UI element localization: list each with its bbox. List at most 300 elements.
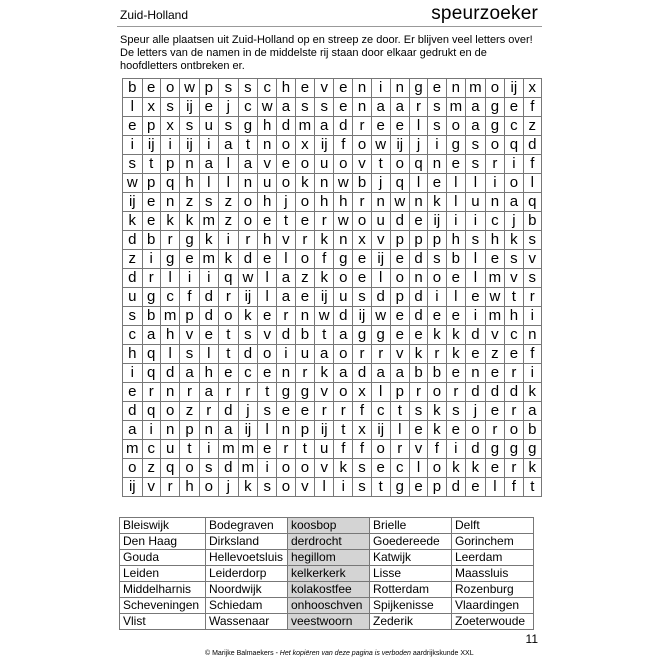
grid-cell[interactable]: e (295, 212, 315, 231)
grid-cell[interactable]: l (409, 117, 427, 136)
grid-cell[interactable]: x (295, 136, 315, 155)
grid-cell[interactable]: n (523, 326, 541, 345)
grid-cell[interactable]: a (371, 98, 390, 117)
grid-cell[interactable]: e (446, 269, 466, 288)
grid-cell[interactable]: h (258, 193, 277, 212)
grid-cell[interactable]: z (180, 193, 199, 212)
grid-cell[interactable]: e (258, 212, 277, 231)
grid-cell[interactable]: s (238, 79, 258, 98)
grid-cell[interactable]: d (446, 478, 466, 497)
grid-cell[interactable]: d (277, 117, 295, 136)
grid-cell[interactable]: x (353, 383, 371, 402)
grid-cell[interactable]: j (409, 136, 427, 155)
grid-cell[interactable]: i (371, 79, 390, 98)
grid-cell[interactable]: q (160, 459, 180, 478)
grid-cell[interactable]: r (505, 459, 523, 478)
grid-cell[interactable]: l (160, 269, 180, 288)
grid-cell[interactable]: ij (371, 250, 390, 269)
grid-cell[interactable]: k (160, 212, 180, 231)
grid-cell[interactable]: m (199, 250, 219, 269)
grid-cell[interactable]: v (485, 326, 505, 345)
grid-cell[interactable]: j (238, 402, 258, 421)
grid-cell[interactable]: s (180, 345, 199, 364)
grid-cell[interactable]: d (409, 307, 427, 326)
grid-cell[interactable]: r (409, 98, 427, 117)
grid-cell[interactable]: m (123, 440, 143, 459)
grid-cell[interactable]: h (258, 117, 277, 136)
grid-cell[interactable]: f (353, 402, 371, 421)
grid-cell[interactable]: e (409, 326, 427, 345)
grid-cell[interactable]: j (277, 193, 295, 212)
grid-cell[interactable]: r (428, 345, 446, 364)
grid-cell[interactable]: i (334, 478, 353, 497)
grid-cell[interactable]: j (219, 478, 239, 497)
grid-cell[interactable]: p (428, 478, 446, 497)
grid-cell[interactable]: r (409, 383, 427, 402)
grid-cell[interactable]: g (142, 288, 160, 307)
grid-cell[interactable]: r (199, 402, 219, 421)
grid-cell[interactable]: t (315, 326, 334, 345)
grid-cell[interactable]: r (238, 383, 258, 402)
grid-cell[interactable]: s (160, 98, 180, 117)
grid-cell[interactable]: w (334, 174, 353, 193)
grid-cell[interactable]: d (334, 307, 353, 326)
grid-cell[interactable]: e (390, 117, 409, 136)
grid-cell[interactable]: o (446, 117, 466, 136)
grid-cell[interactable]: t (371, 155, 390, 174)
grid-cell[interactable]: w (371, 307, 390, 326)
grid-cell[interactable]: n (258, 136, 277, 155)
grid-cell[interactable]: k (523, 459, 541, 478)
grid-cell[interactable]: d (199, 288, 219, 307)
grid-cell[interactable]: s (353, 459, 371, 478)
grid-cell[interactable]: g (334, 250, 353, 269)
grid-cell[interactable]: k (446, 345, 466, 364)
grid-cell[interactable]: i (523, 364, 541, 383)
grid-cell[interactable]: l (485, 478, 505, 497)
grid-cell[interactable]: h (180, 174, 199, 193)
grid-cell[interactable]: e (446, 421, 466, 440)
grid-cell[interactable]: z (523, 117, 541, 136)
grid-cell[interactable]: s (258, 402, 277, 421)
grid-cell[interactable]: k (523, 383, 541, 402)
grid-cell[interactable]: e (409, 478, 427, 497)
grid-cell[interactable]: o (334, 269, 353, 288)
grid-cell[interactable]: h (505, 307, 523, 326)
grid-cell[interactable]: l (371, 383, 390, 402)
grid-cell[interactable]: o (428, 459, 446, 478)
grid-cell[interactable]: k (505, 231, 523, 250)
grid-cell[interactable]: v (315, 79, 334, 98)
grid-cell[interactable]: t (277, 212, 295, 231)
grid-cell[interactable]: r (277, 440, 295, 459)
grid-cell[interactable]: k (199, 231, 219, 250)
grid-cell[interactable]: d (123, 231, 143, 250)
grid-cell[interactable]: k (446, 326, 466, 345)
grid-cell[interactable]: k (428, 326, 446, 345)
grid-cell[interactable]: k (315, 231, 334, 250)
grid-cell[interactable]: h (446, 231, 466, 250)
grid-cell[interactable]: i (446, 440, 466, 459)
grid-cell[interactable]: a (466, 117, 486, 136)
grid-cell[interactable]: d (371, 288, 390, 307)
grid-cell[interactable]: i (199, 440, 219, 459)
grid-cell[interactable]: x (142, 98, 160, 117)
grid-cell[interactable]: p (180, 307, 199, 326)
grid-cell[interactable]: g (353, 326, 371, 345)
grid-cell[interactable]: u (295, 345, 315, 364)
grid-cell[interactable]: r (315, 212, 334, 231)
grid-cell[interactable]: i (258, 459, 277, 478)
grid-cell[interactable]: s (199, 193, 219, 212)
grid-cell[interactable]: e (142, 212, 160, 231)
grid-cell[interactable]: d (409, 250, 427, 269)
grid-cell[interactable]: s (466, 136, 486, 155)
grid-cell[interactable]: c (142, 440, 160, 459)
grid-cell[interactable]: g (446, 136, 466, 155)
grid-cell[interactable]: o (219, 307, 239, 326)
grid-cell[interactable]: v (258, 155, 277, 174)
grid-cell[interactable]: s (295, 98, 315, 117)
grid-cell[interactable]: r (315, 402, 334, 421)
grid-cell[interactable]: v (258, 326, 277, 345)
grid-cell[interactable]: o (295, 250, 315, 269)
grid-cell[interactable]: u (334, 288, 353, 307)
grid-cell[interactable]: z (123, 250, 143, 269)
grid-cell[interactable]: ij (180, 136, 199, 155)
grid-cell[interactable]: v (371, 231, 390, 250)
grid-cell[interactable]: t (295, 440, 315, 459)
grid-cell[interactable]: s (353, 288, 371, 307)
grid-cell[interactable]: n (334, 231, 353, 250)
grid-cell[interactable]: e (446, 307, 466, 326)
grid-cell[interactable]: n (371, 193, 390, 212)
grid-cell[interactable]: d (238, 250, 258, 269)
grid-cell[interactable]: a (334, 364, 353, 383)
grid-cell[interactable]: d (485, 383, 505, 402)
grid-cell[interactable]: m (238, 440, 258, 459)
grid-cell[interactable]: e (409, 212, 427, 231)
grid-cell[interactable]: h (258, 231, 277, 250)
grid-cell[interactable]: o (485, 136, 505, 155)
grid-cell[interactable]: n (199, 421, 219, 440)
grid-cell[interactable]: e (428, 79, 446, 98)
grid-cell[interactable]: s (315, 98, 334, 117)
grid-cell[interactable]: a (199, 383, 219, 402)
grid-cell[interactable]: r (160, 231, 180, 250)
grid-cell[interactable]: e (446, 155, 466, 174)
grid-cell[interactable]: o (334, 345, 353, 364)
grid-cell[interactable]: n (353, 98, 371, 117)
grid-cell[interactable]: o (485, 79, 505, 98)
grid-cell[interactable]: e (353, 250, 371, 269)
grid-cell[interactable]: l (466, 269, 486, 288)
grid-cell[interactable]: m (160, 307, 180, 326)
grid-cell[interactable]: ij (123, 193, 143, 212)
grid-cell[interactable]: d (466, 440, 486, 459)
grid-cell[interactable]: p (180, 421, 199, 440)
grid-cell[interactable]: n (238, 174, 258, 193)
grid-cell[interactable]: l (446, 193, 466, 212)
grid-cell[interactable]: q (505, 136, 523, 155)
grid-cell[interactable]: e (142, 79, 160, 98)
grid-cell[interactable]: r (485, 421, 505, 440)
grid-cell[interactable]: s (523, 231, 541, 250)
grid-cell[interactable]: a (371, 364, 390, 383)
grid-cell[interactable]: g (160, 250, 180, 269)
grid-cell[interactable]: s (428, 250, 446, 269)
grid-cell[interactable]: l (277, 250, 295, 269)
grid-cell[interactable]: o (277, 174, 295, 193)
grid-cell[interactable]: e (466, 288, 486, 307)
grid-cell[interactable]: e (409, 421, 427, 440)
grid-cell[interactable]: l (446, 288, 466, 307)
grid-cell[interactable]: k (219, 250, 239, 269)
grid-cell[interactable]: s (523, 269, 541, 288)
grid-cell[interactable]: ij (315, 136, 334, 155)
grid-cell[interactable]: o (238, 212, 258, 231)
grid-cell[interactable]: v (277, 231, 295, 250)
grid-cell[interactable]: o (295, 193, 315, 212)
grid-cell[interactable]: o (390, 269, 409, 288)
grid-cell[interactable]: n (160, 421, 180, 440)
grid-cell[interactable]: o (123, 459, 143, 478)
grid-cell[interactable]: k (446, 459, 466, 478)
grid-cell[interactable]: q (219, 269, 239, 288)
grid-cell[interactable]: e (199, 98, 219, 117)
grid-cell[interactable]: ij (505, 79, 523, 98)
grid-cell[interactable]: d (123, 269, 143, 288)
grid-cell[interactable]: c (238, 364, 258, 383)
grid-cell[interactable]: s (199, 459, 219, 478)
grid-cell[interactable]: c (160, 288, 180, 307)
grid-cell[interactable]: e (277, 402, 295, 421)
grid-cell[interactable]: e (334, 79, 353, 98)
grid-cell[interactable]: n (409, 269, 427, 288)
grid-cell[interactable]: ij (390, 136, 409, 155)
grid-cell[interactable]: m (238, 459, 258, 478)
grid-cell[interactable]: n (353, 79, 371, 98)
grid-cell[interactable]: ij (371, 421, 390, 440)
grid-cell[interactable]: d (277, 326, 295, 345)
grid-cell[interactable]: g (295, 383, 315, 402)
grid-cell[interactable]: t (219, 326, 239, 345)
grid-cell[interactable]: ij (315, 288, 334, 307)
grid-cell[interactable]: s (238, 326, 258, 345)
grid-cell[interactable]: i (466, 212, 486, 231)
grid-cell[interactable]: a (390, 364, 409, 383)
grid-cell[interactable]: p (390, 383, 409, 402)
grid-cell[interactable]: u (315, 440, 334, 459)
grid-cell[interactable]: e (295, 288, 315, 307)
grid-cell[interactable]: d (199, 307, 219, 326)
grid-cell[interactable]: r (446, 383, 466, 402)
grid-cell[interactable]: e (334, 98, 353, 117)
grid-cell[interactable]: l (371, 269, 390, 288)
grid-cell[interactable]: n (466, 364, 486, 383)
grid-cell[interactable]: k (428, 193, 446, 212)
grid-cell[interactable]: z (219, 193, 239, 212)
grid-cell[interactable]: s (409, 402, 427, 421)
grid-cell[interactable]: e (466, 478, 486, 497)
grid-cell[interactable]: l (409, 459, 427, 478)
grid-cell[interactable]: f (334, 440, 353, 459)
grid-cell[interactable]: g (238, 117, 258, 136)
grid-cell[interactable]: o (199, 478, 219, 497)
grid-cell[interactable]: v (315, 383, 334, 402)
grid-cell[interactable]: d (466, 383, 486, 402)
grid-cell[interactable]: s (123, 155, 143, 174)
grid-cell[interactable]: ij (142, 136, 160, 155)
grid-cell[interactable]: w (180, 79, 199, 98)
grid-cell[interactable]: h (160, 326, 180, 345)
grid-cell[interactable]: a (390, 98, 409, 117)
grid-cell[interactable]: p (390, 231, 409, 250)
grid-cell[interactable]: a (219, 136, 239, 155)
grid-cell[interactable]: e (180, 250, 199, 269)
grid-cell[interactable]: a (277, 269, 295, 288)
grid-cell[interactable]: b (142, 231, 160, 250)
grid-cell[interactable]: i (446, 212, 466, 231)
grid-cell[interactable]: i (505, 155, 523, 174)
grid-cell[interactable]: l (199, 345, 219, 364)
grid-cell[interactable]: e (295, 79, 315, 98)
grid-cell[interactable]: r (219, 383, 239, 402)
grid-cell[interactable]: e (505, 98, 523, 117)
grid-cell[interactable]: ij (180, 98, 199, 117)
grid-cell[interactable]: n (428, 155, 446, 174)
grid-cell[interactable]: k (466, 459, 486, 478)
grid-cell[interactable]: p (160, 155, 180, 174)
grid-cell[interactable]: d (219, 402, 239, 421)
grid-cell[interactable]: j (505, 212, 523, 231)
grid-cell[interactable]: s (466, 231, 486, 250)
grid-cell[interactable]: t (142, 155, 160, 174)
grid-cell[interactable]: t (371, 478, 390, 497)
grid-cell[interactable]: w (315, 307, 334, 326)
grid-cell[interactable]: b (409, 364, 427, 383)
grid-cell[interactable]: f (315, 250, 334, 269)
grid-cell[interactable]: d (123, 402, 143, 421)
grid-cell[interactable]: u (315, 155, 334, 174)
grid-cell[interactable]: e (428, 307, 446, 326)
grid-cell[interactable]: o (428, 383, 446, 402)
grid-cell[interactable]: h (180, 478, 199, 497)
grid-cell[interactable]: g (523, 440, 541, 459)
grid-cell[interactable]: q (390, 174, 409, 193)
grid-cell[interactable]: a (277, 98, 295, 117)
grid-cell[interactable]: v (505, 269, 523, 288)
grid-cell[interactable]: e (219, 364, 239, 383)
grid-cell[interactable]: g (180, 231, 199, 250)
grid-cell[interactable]: h (485, 231, 505, 250)
grid-cell[interactable]: e (277, 155, 295, 174)
grid-cell[interactable]: l (446, 174, 466, 193)
grid-cell[interactable]: a (315, 345, 334, 364)
grid-cell[interactable]: g (505, 440, 523, 459)
grid-cell[interactable]: q (142, 364, 160, 383)
grid-cell[interactable]: t (523, 478, 541, 497)
grid-cell[interactable]: i (142, 421, 160, 440)
grid-cell[interactable]: u (466, 193, 486, 212)
grid-cell[interactable]: i (466, 307, 486, 326)
grid-cell[interactable]: h (277, 79, 295, 98)
grid-cell[interactable]: b (123, 79, 143, 98)
grid-cell[interactable]: n (160, 193, 180, 212)
grid-cell[interactable]: o (334, 383, 353, 402)
grid-cell[interactable]: t (334, 421, 353, 440)
grid-cell[interactable]: l (258, 288, 277, 307)
grid-cell[interactable]: v (353, 155, 371, 174)
grid-cell[interactable]: e (485, 459, 505, 478)
grid-cell[interactable]: e (123, 117, 143, 136)
grid-cell[interactable]: s (466, 155, 486, 174)
grid-cell[interactable]: a (238, 155, 258, 174)
grid-cell[interactable]: ij (428, 212, 446, 231)
grid-cell[interactable]: r (353, 345, 371, 364)
grid-cell[interactable]: e (390, 326, 409, 345)
grid-cell[interactable]: i (199, 136, 219, 155)
grid-cell[interactable]: c (390, 459, 409, 478)
grid-cell[interactable]: t (180, 440, 199, 459)
grid-cell[interactable]: k (334, 459, 353, 478)
grid-cell[interactable]: m (485, 307, 505, 326)
grid-cell[interactable]: r (277, 307, 295, 326)
grid-cell[interactable]: h (334, 193, 353, 212)
grid-cell[interactable]: l (466, 250, 486, 269)
grid-cell[interactable]: n (390, 79, 409, 98)
grid-cell[interactable]: o (160, 79, 180, 98)
grid-cell[interactable]: n (277, 364, 295, 383)
grid-cell[interactable]: i (123, 136, 143, 155)
grid-cell[interactable]: r (142, 383, 160, 402)
grid-cell[interactable]: c (485, 212, 505, 231)
grid-cell[interactable]: ij (238, 288, 258, 307)
grid-cell[interactable]: p (142, 117, 160, 136)
grid-cell[interactable]: s (446, 402, 466, 421)
grid-cell[interactable]: p (295, 421, 315, 440)
grid-cell[interactable]: g (485, 117, 505, 136)
grid-cell[interactable]: d (219, 459, 239, 478)
grid-cell[interactable]: b (353, 174, 371, 193)
grid-cell[interactable]: p (409, 231, 427, 250)
grid-cell[interactable]: l (315, 478, 334, 497)
grid-cell[interactable]: a (219, 421, 239, 440)
grid-cell[interactable]: d (334, 117, 353, 136)
grid-cell[interactable]: t (505, 288, 523, 307)
grid-cell[interactable]: v (315, 459, 334, 478)
grid-cell[interactable]: z (142, 459, 160, 478)
grid-cell[interactable]: q (523, 193, 541, 212)
grid-cell[interactable]: i (523, 307, 541, 326)
grid-cell[interactable]: v (390, 345, 409, 364)
grid-cell[interactable]: z (295, 269, 315, 288)
grid-cell[interactable]: e (295, 402, 315, 421)
grid-cell[interactable]: o (160, 402, 180, 421)
grid-cell[interactable]: n (409, 193, 427, 212)
grid-cell[interactable]: r (505, 364, 523, 383)
grid-cell[interactable]: z (180, 402, 199, 421)
grid-cell[interactable]: s (219, 117, 239, 136)
grid-cell[interactable]: g (390, 478, 409, 497)
grid-cell[interactable]: k (428, 402, 446, 421)
grid-cell[interactable]: k (123, 212, 143, 231)
grid-cell[interactable]: n (446, 79, 466, 98)
grid-cell[interactable]: e (258, 440, 277, 459)
grid-cell[interactable]: x (353, 231, 371, 250)
grid-cell[interactable]: e (258, 307, 277, 326)
grid-cell[interactable]: s (258, 478, 277, 497)
